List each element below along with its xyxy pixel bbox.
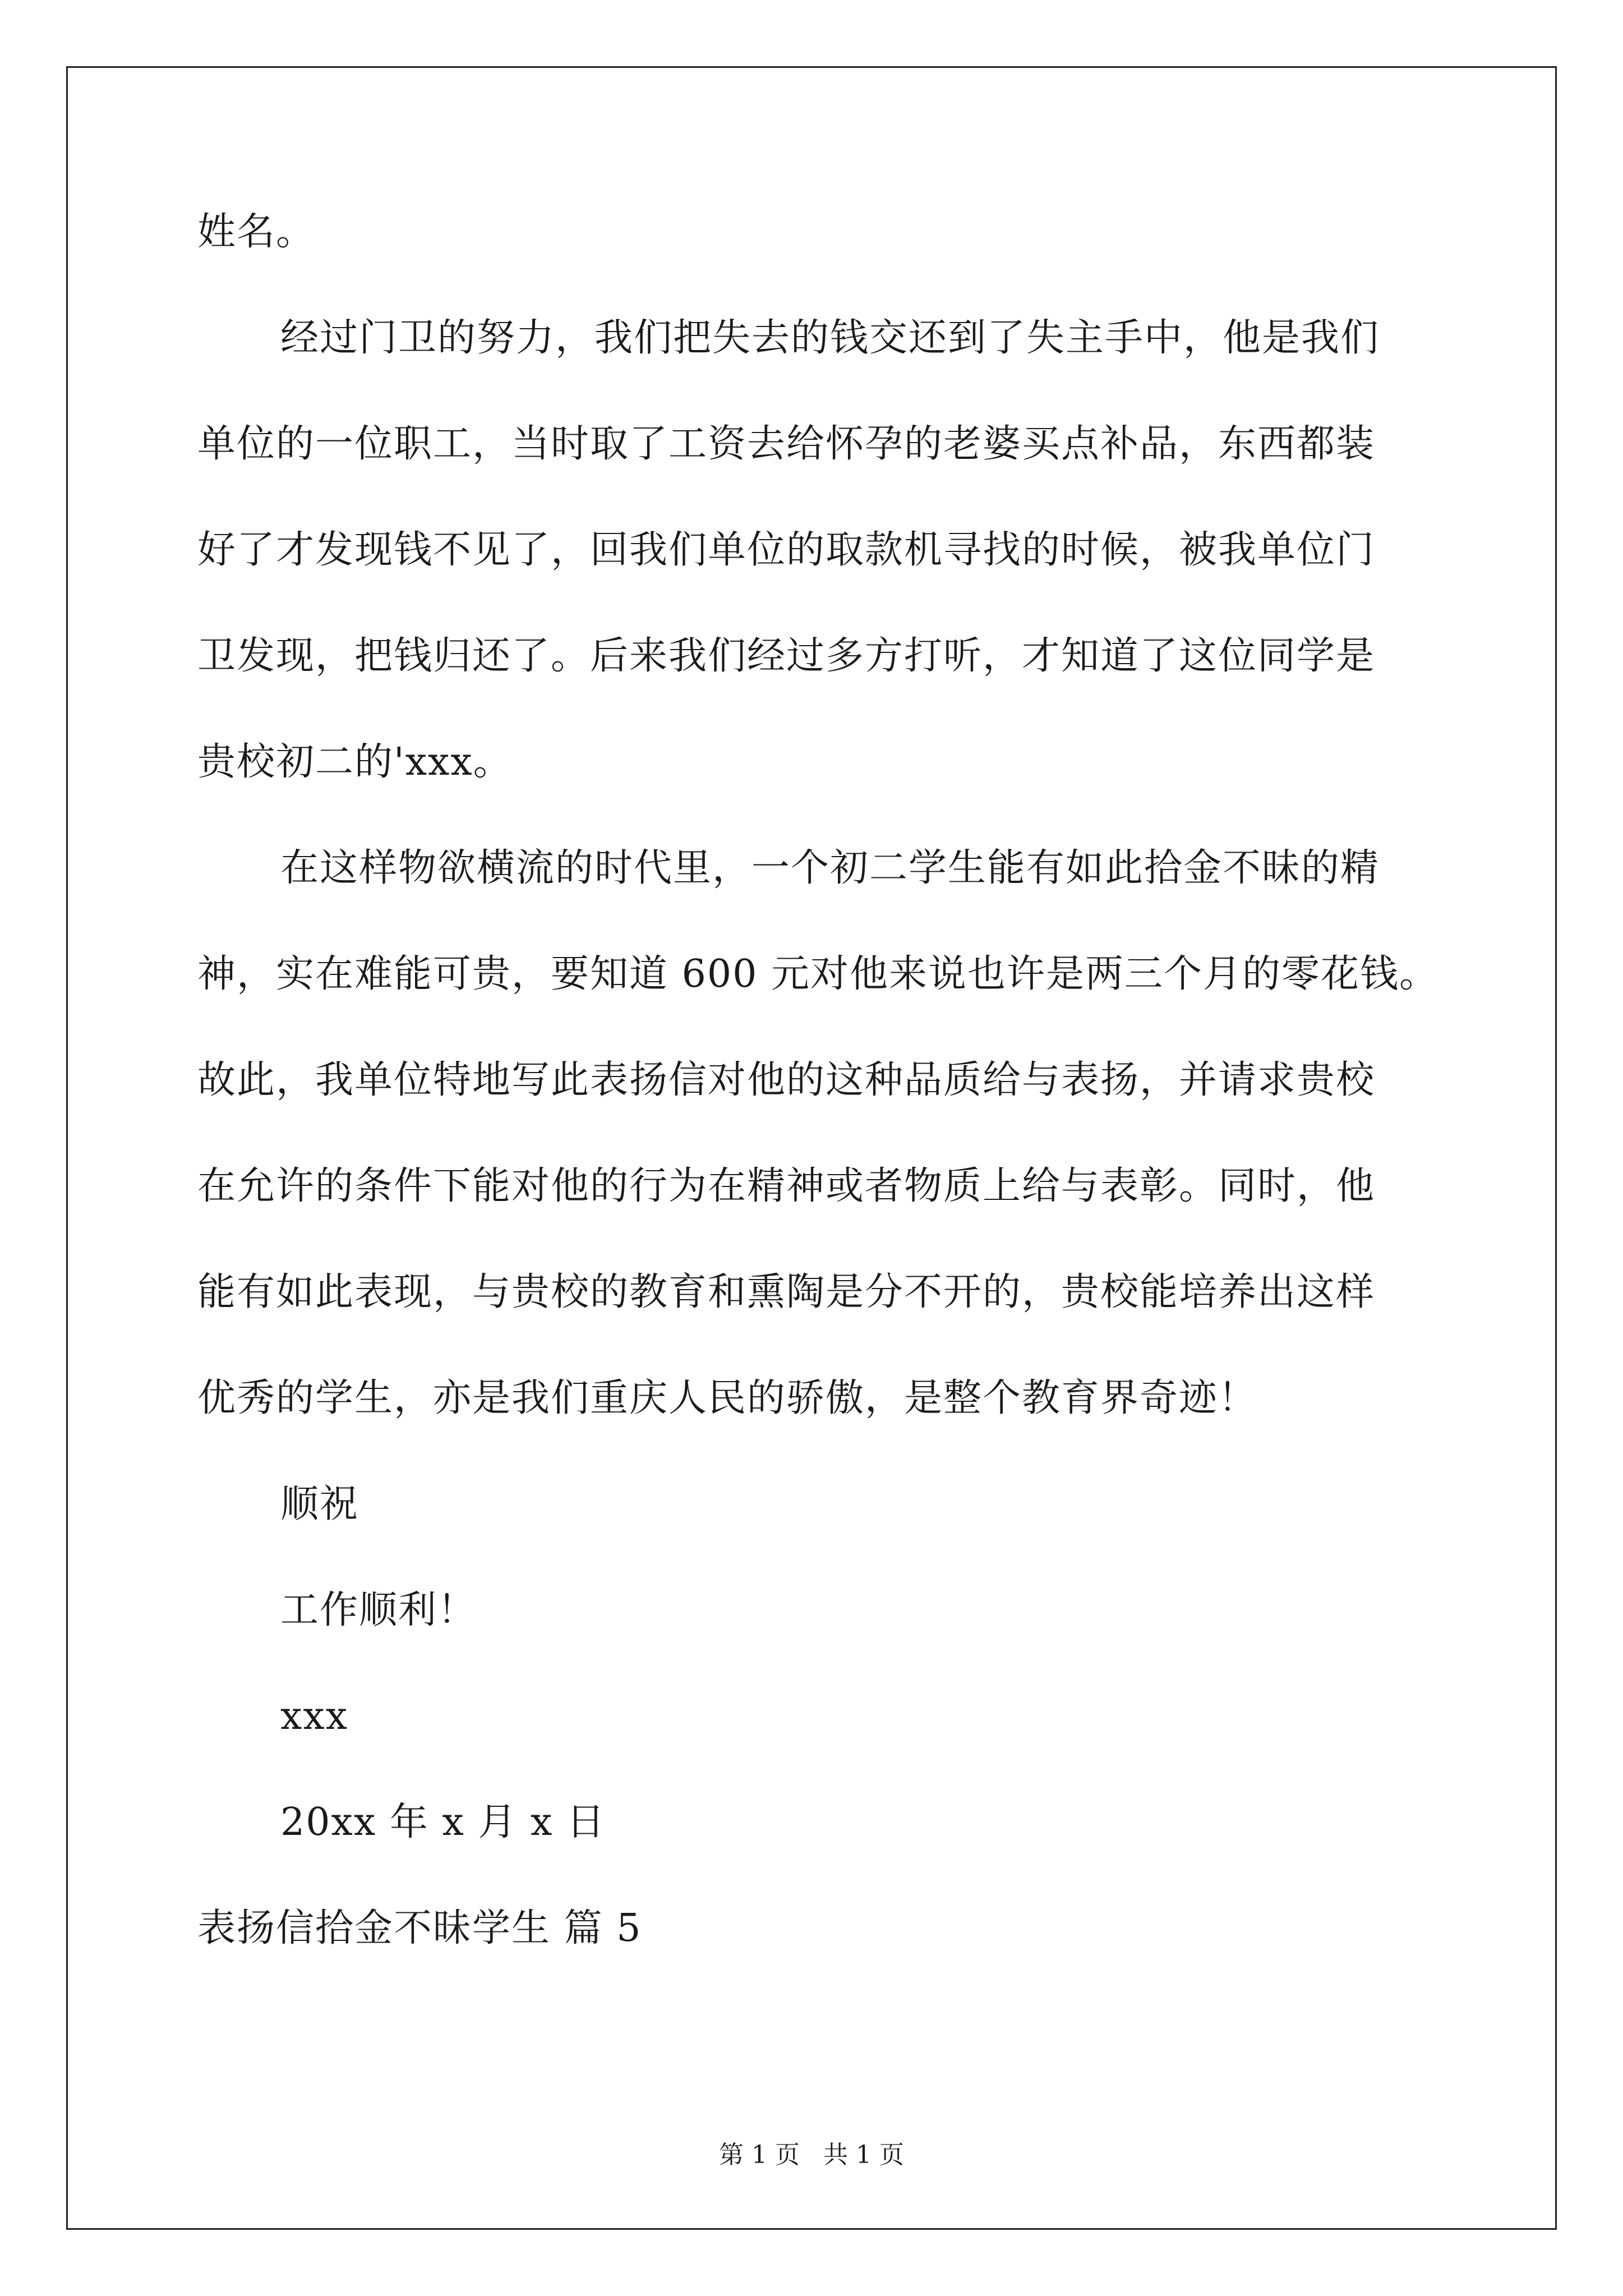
body-line: 优秀的学生，亦是我们重庆人民的骄傲，是整个教育界奇迹！	[197, 1376, 1258, 1420]
body-line: 经过门卫的努力，我们把失去的钱交还到了失主手中，他是我们	[280, 316, 1380, 360]
body-line: 能有如此表现，与贵校的教育和熏陶是分不开的，贵校能培养出这样	[197, 1270, 1376, 1314]
page-border	[66, 66, 1557, 2230]
body-line: 姓名。	[197, 210, 316, 254]
closing-salutation: 顺祝	[280, 1482, 359, 1526]
body-line: 在这样物欲横流的时代里，一个初二学生能有如此拾金不昧的精	[280, 846, 1380, 890]
body-line: 贵校初二的'xxx。	[197, 740, 513, 784]
body-line: 神，实在难能可贵，要知道 600 元对他来说也许是两三个月的零花钱。	[197, 952, 1439, 996]
section-heading: 表扬信拾金不昧学生 篇 5	[197, 1906, 642, 1950]
body-line: 在允许的条件下能对他的行为在精神或者物质上给与表彰。同时，他	[197, 1164, 1376, 1208]
body-line: 故此，我单位特地写此表扬信对他的这种品质给与表扬，并请求贵校	[197, 1058, 1376, 1102]
signature: xxx	[280, 1694, 349, 1738]
body-line: 单位的一位职工，当时取了工资去给怀孕的老婆买点补品，东西都装	[197, 422, 1376, 466]
body-line: 卫发现，把钱归还了。后来我们经过多方打听，才知道了这位同学是	[197, 634, 1376, 678]
page-number-footer: 第 1 页 共 1 页	[719, 2141, 904, 2169]
letter-date: 20xx 年 x 月 x 日	[280, 1800, 606, 1844]
body-line: 好了才发现钱不见了，回我们单位的取款机寻找的时候，被我单位门	[197, 528, 1376, 572]
closing-wish: 工作顺利！	[280, 1588, 477, 1632]
